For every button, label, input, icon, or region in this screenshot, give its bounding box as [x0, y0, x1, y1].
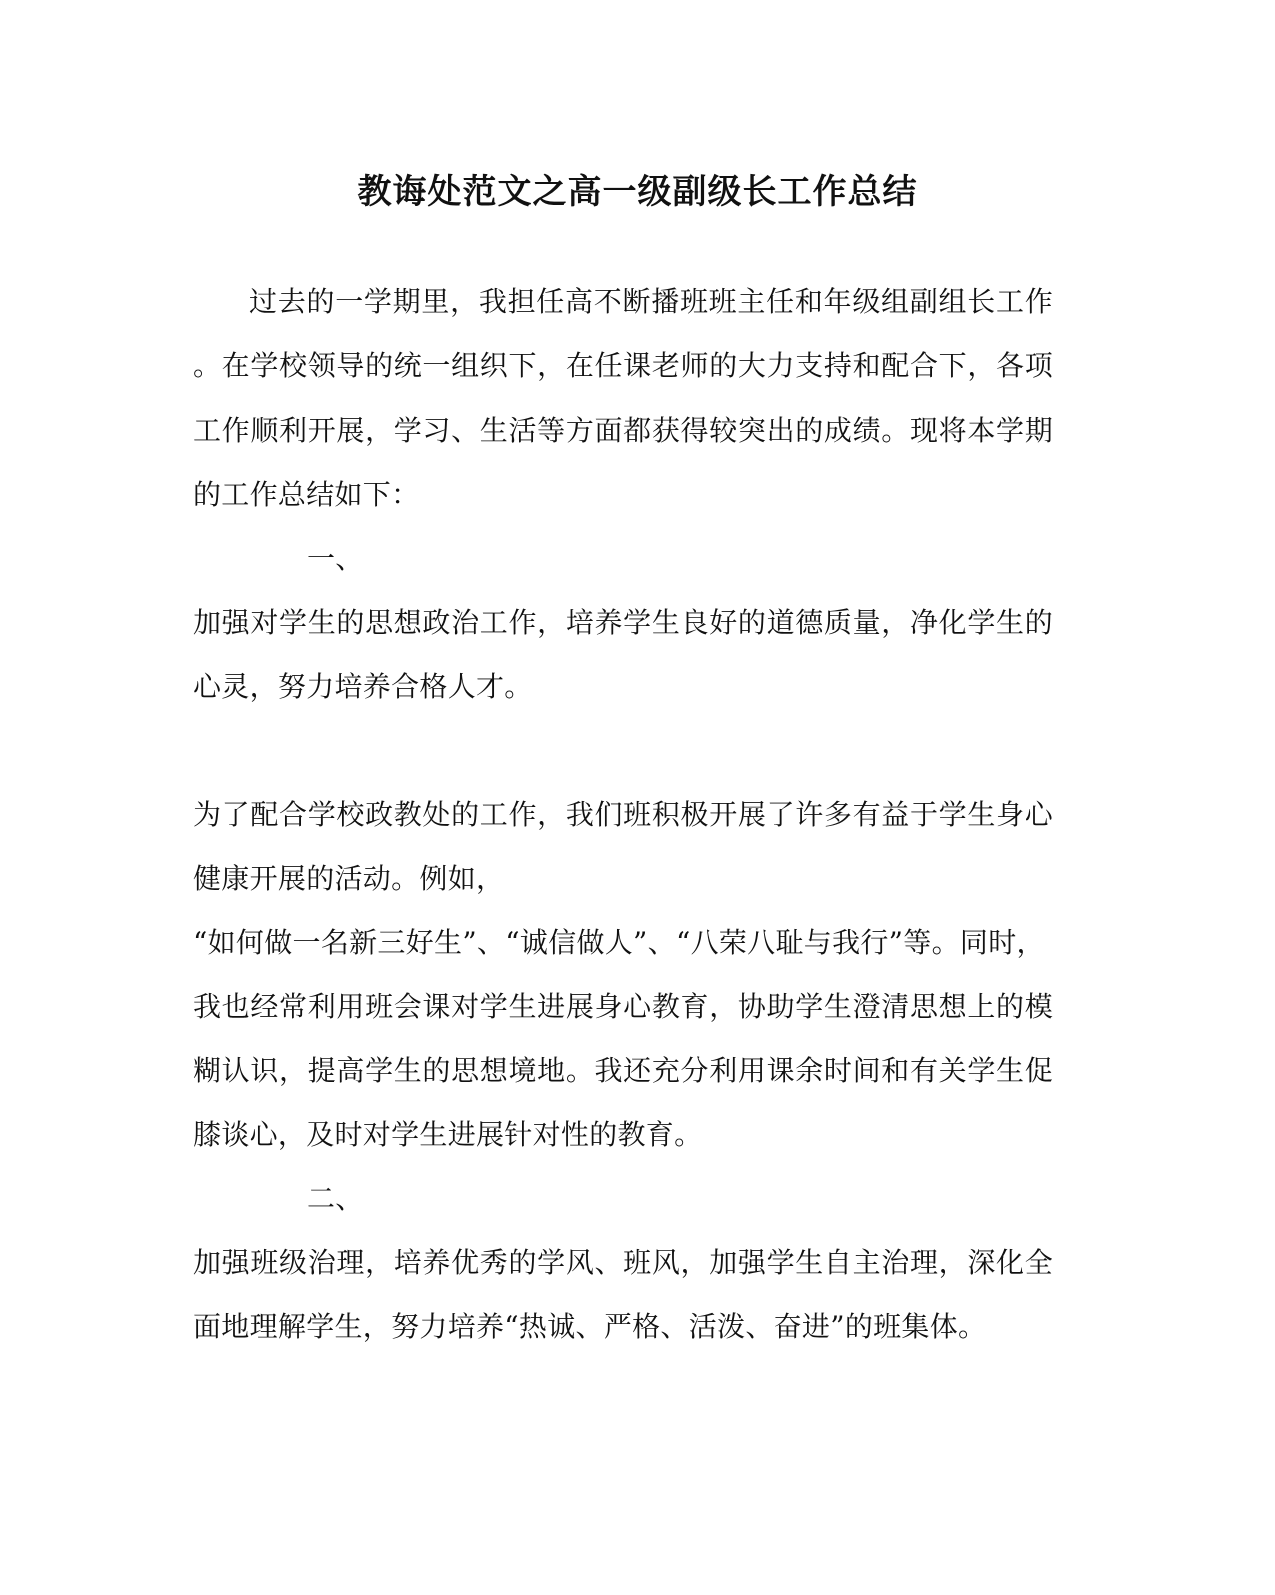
section-heading-line: 心灵，努力培养合格人才。	[193, 670, 533, 703]
paragraph-line: 膝谈心，及时对学生进展针对性的教育。	[193, 1118, 703, 1151]
section-number: 二、	[307, 1182, 364, 1215]
paragraph-line: 过去的一学期里，我担任高不断播班班主任和年级组副组长工作	[249, 285, 1053, 318]
paragraph-line: 糊认识，提高学生的思想境地。我还充分利用课余时间和有关学生促	[193, 1054, 1053, 1087]
paragraph-line: 的工作总结如下：	[193, 478, 420, 511]
paragraph-line: 。在学校领导的统一组织下，在任课老师的大力支持和配合下，各项	[193, 349, 1053, 382]
paragraph-line: 为了配合学校政教处的工作，我们班积极开展了许多有益于学生身心	[193, 798, 1053, 831]
section-heading-line: 加强对学生的思想政治工作，培养学生良好的道德质量，净化学生的	[193, 606, 1053, 639]
document-title: 教诲处范文之高一级副级长工作总结	[357, 172, 918, 212]
section-heading-line: 加强班级治理，培养优秀的学风、班风，加强学生自主治理，深化全	[193, 1246, 1053, 1279]
section-number: 一、	[307, 542, 364, 575]
paragraph-line: 我也经常利用班会课对学生进展身心教育，协助学生澄清思想上的模	[193, 990, 1053, 1023]
paragraph-line: 健康开展的活动。例如，	[193, 862, 505, 895]
section-heading-line: 面地理解学生，努力培养“热诚、严格、活泼、奋进”的班集体。	[193, 1310, 987, 1343]
paragraph-line: 工作顺利开展，学习、生活等方面都获得较突出的成绩。现将本学期	[193, 414, 1053, 447]
paragraph-line: “如何做一名新三好生”、“诚信做人”、“八荣八耻与我行”等。同时，	[193, 926, 1045, 959]
